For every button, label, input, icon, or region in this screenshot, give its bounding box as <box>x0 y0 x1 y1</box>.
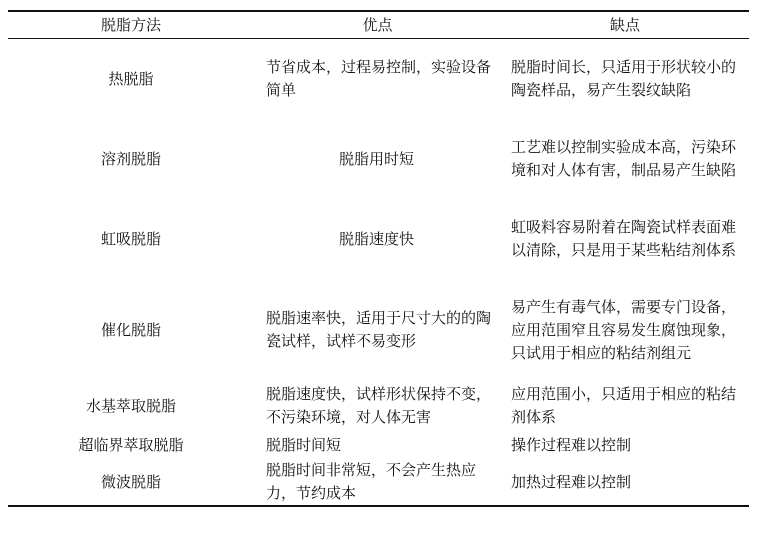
cell-advantage: 脱脂时间非常短，不会产生热应力，节约成本 <box>266 461 477 502</box>
cell-method: 溶剂脱脂 <box>100 149 161 168</box>
header-disadvantage: 缺点 <box>609 15 640 34</box>
table-row <box>8 431 749 459</box>
table-header <box>8 11 749 39</box>
cell-disadvantage: 易产生有毒气体，需要专门设备，应用范围窄且容易发生腐蚀现象，只试用于相应的粘结剂组元 <box>511 297 737 362</box>
cell-method: 超临界萃取脱脂 <box>78 435 184 454</box>
header-advantage: 优点 <box>362 15 393 34</box>
cell-disadvantage: 加热过程难以控制 <box>511 472 632 491</box>
cell-advantage: 脱脂速率快，适用于尺寸大的的陶瓷试样，试样不易变形 <box>266 309 492 350</box>
table-row <box>8 119 749 199</box>
header-row <box>8 11 749 39</box>
header-method: 脱脂方法 <box>100 15 161 34</box>
cell-advantage: 节省成本，过程易控制，实验设备简单 <box>266 58 492 99</box>
table-row <box>8 279 749 381</box>
cell-advantage: 脱脂时间短 <box>266 435 342 454</box>
cell-disadvantage: 操作过程难以控制 <box>511 435 632 454</box>
cell-disadvantage: 应用范围小，只适用于相应的粘结剂体系 <box>511 385 737 426</box>
cell-method: 虹吸脱脂 <box>100 229 161 248</box>
table-body <box>8 39 749 507</box>
cell-method: 微波脱脂 <box>100 472 161 491</box>
cell-disadvantage: 工艺难以控制实验成本高，污染环境和对人体有害，制品易产生缺陷 <box>511 138 737 179</box>
table-row <box>8 381 749 431</box>
cell-method: 热脱脂 <box>108 69 154 88</box>
cell-method: 催化脱脂 <box>100 320 161 339</box>
cell-method: 水基萃取脱脂 <box>85 396 176 415</box>
cell-advantage: 脱脂速度快，试样形状保持不变，不污染环境，对人体无害 <box>266 385 492 426</box>
table-row <box>8 459 749 506</box>
table-row <box>8 199 749 279</box>
debinding-comparison-table-wrapper <box>8 10 749 507</box>
cell-advantage: 脱脂速度快 <box>338 229 414 248</box>
cell-disadvantage: 虹吸料容易附着在陶瓷试样表面难以清除，只是用于某些粘结剂体系 <box>511 218 737 259</box>
cell-advantage: 脱脂用时短 <box>338 149 414 168</box>
debinding-comparison-table <box>8 10 749 507</box>
cell-disadvantage: 脱脂时间长，只适用于形状较小的陶瓷样品，易产生裂纹缺陷 <box>511 58 737 99</box>
table-row <box>8 39 749 120</box>
